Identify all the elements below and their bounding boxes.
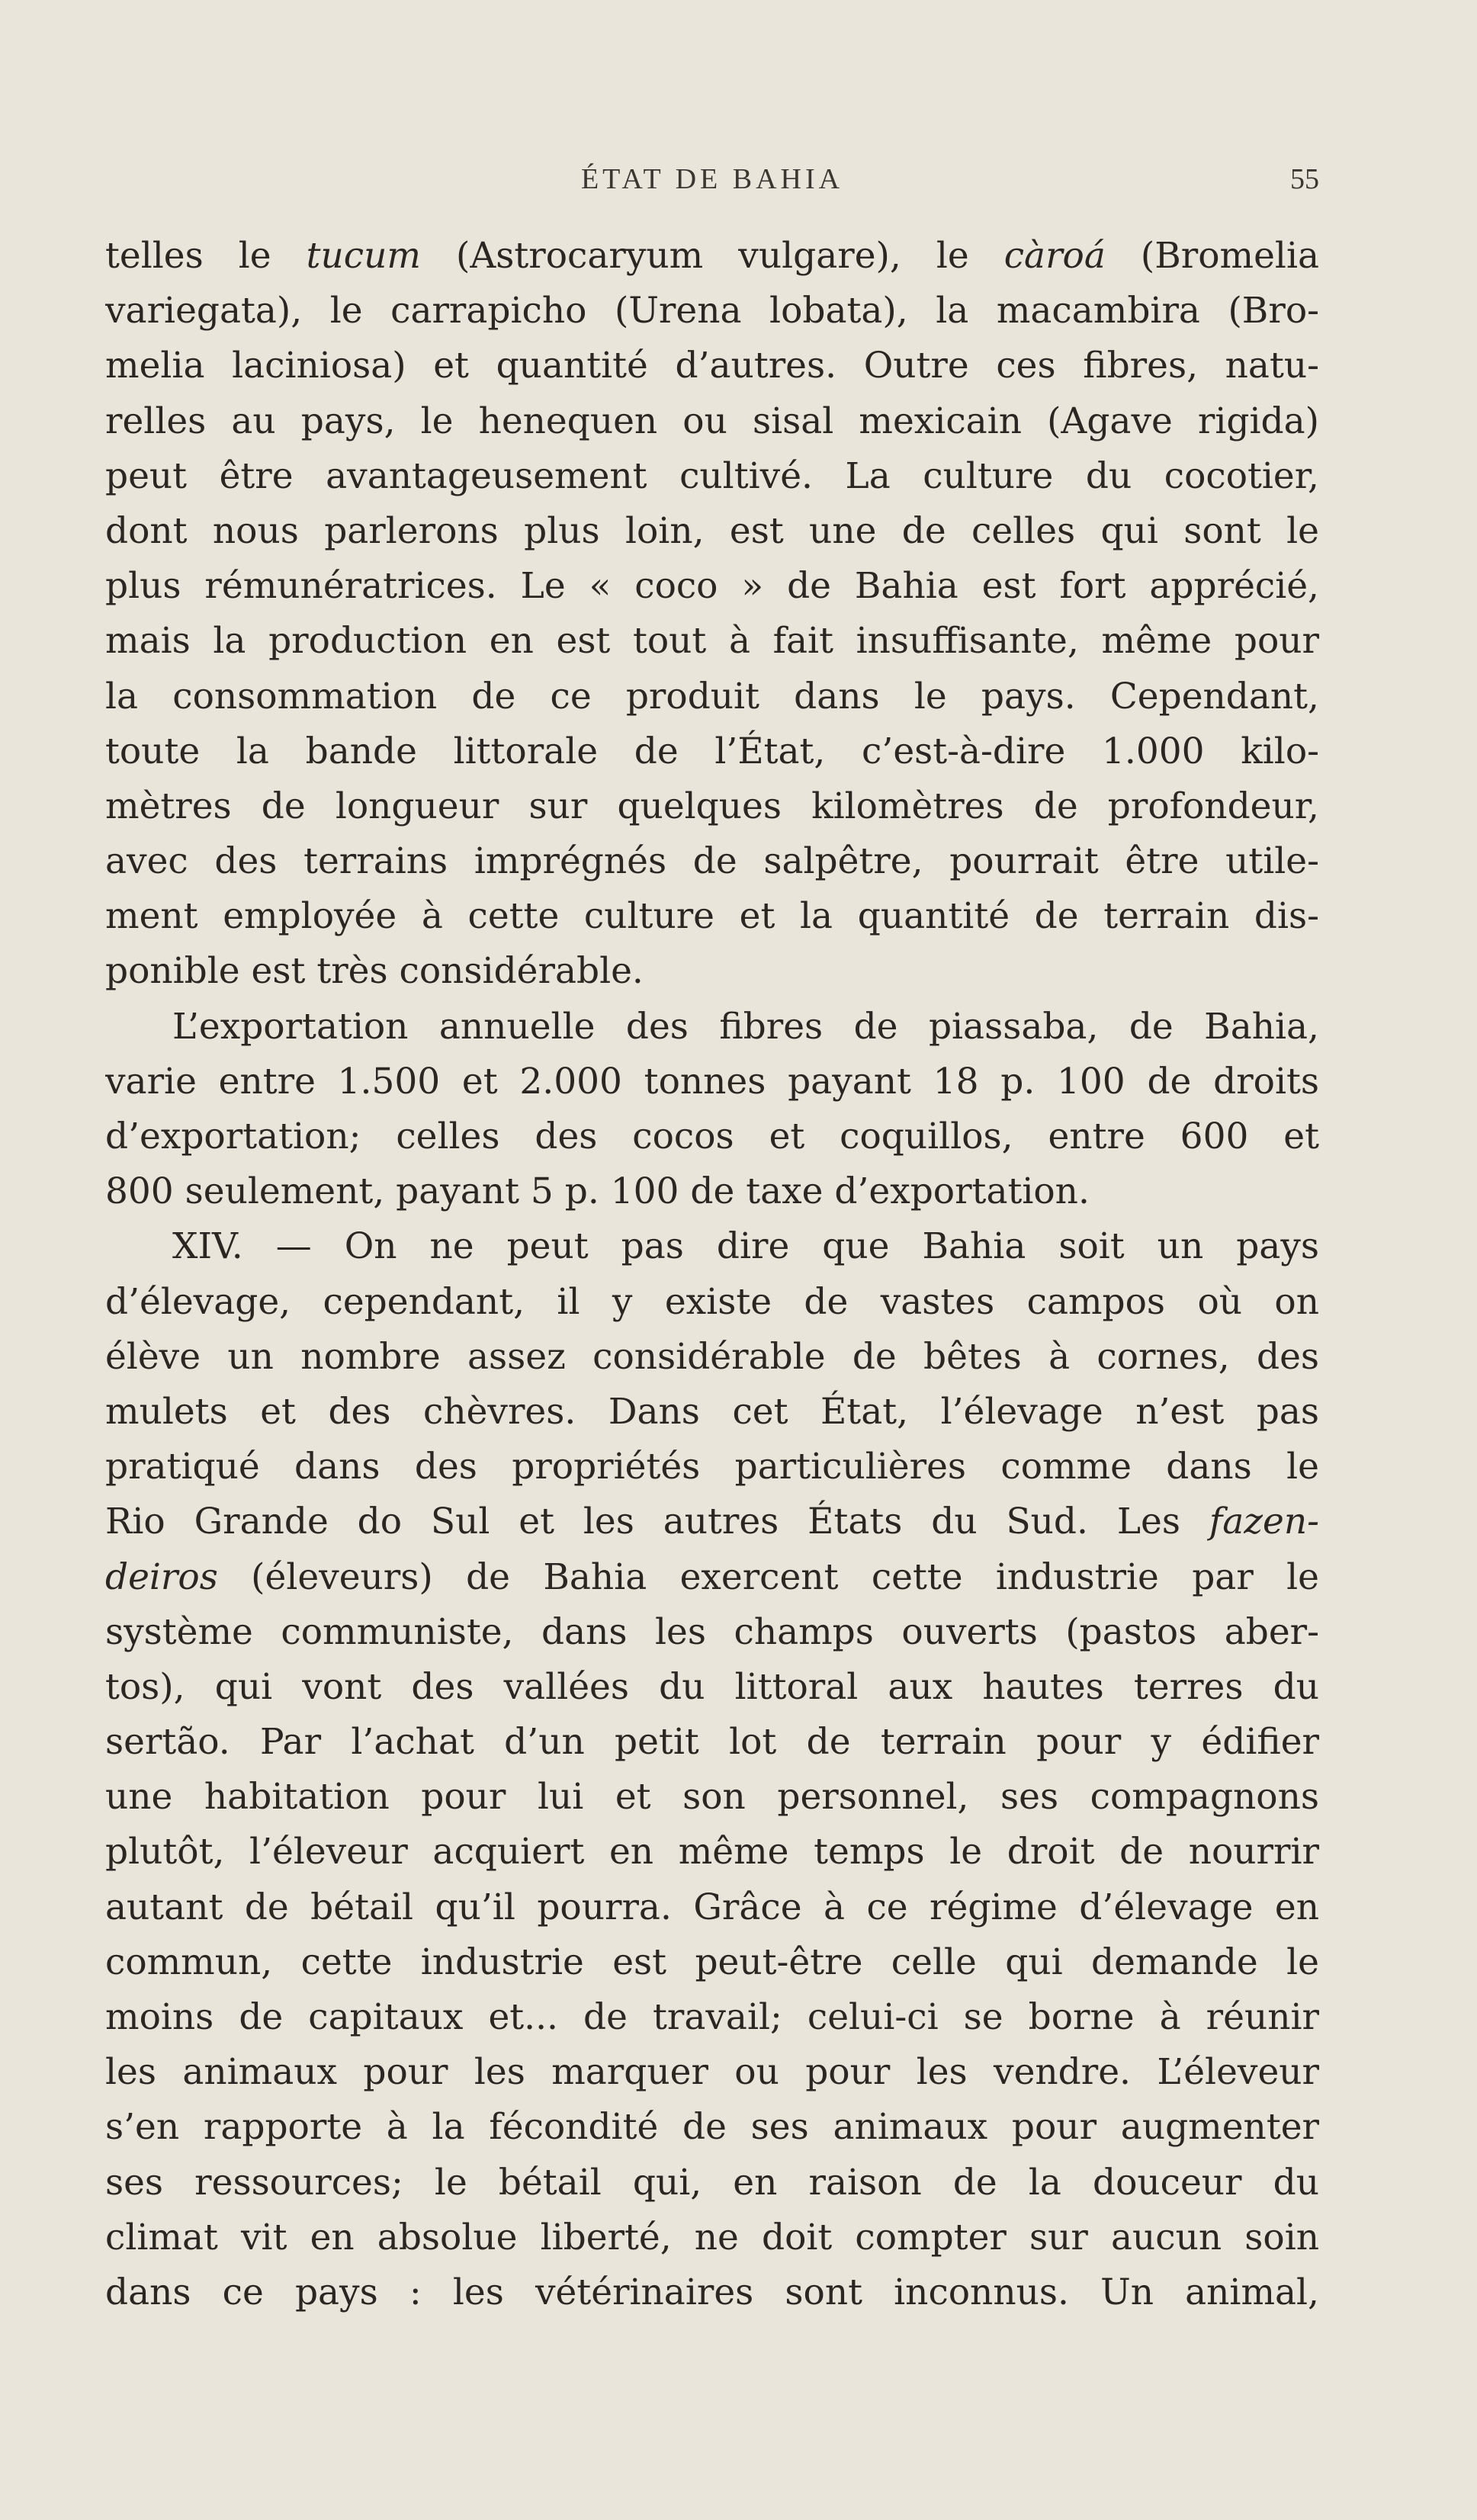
text-line bbox=[105, 504, 1319, 559]
text-run: mètres de longueur sur quelques kilomètres de profondeur, bbox=[105, 785, 1319, 827]
text-line bbox=[105, 1660, 1319, 1715]
text-line bbox=[105, 2265, 1319, 2320]
text-line bbox=[105, 889, 1319, 944]
running-title: ÉTAT DE BAHIA bbox=[580, 163, 844, 195]
text-line bbox=[105, 1055, 1319, 1109]
text-line bbox=[105, 834, 1319, 889]
text-line bbox=[105, 1385, 1319, 1440]
text-run: peut être avantageusement cultivé. La culture du cocotier, bbox=[105, 454, 1319, 497]
text-run: variegata), le carrapicho (Urena lobata), la macambira (Bro- bbox=[105, 290, 1319, 332]
text-run: dans ce pays : les vétérinaires sont inconnus. Un animal, bbox=[105, 2271, 1319, 2313]
text-line bbox=[105, 2045, 1319, 2100]
text-line bbox=[105, 779, 1319, 834]
text-line bbox=[105, 2156, 1319, 2210]
text-line bbox=[105, 2210, 1319, 2265]
text-run: 800 seulement, payant 5 p. 100 de taxe d’exportation. bbox=[105, 1170, 1090, 1213]
text-run: toute la bande littorale de l’État, c’est-à-dire 1.000 kilo- bbox=[105, 730, 1319, 772]
text-line bbox=[105, 669, 1319, 724]
text-line bbox=[105, 1935, 1319, 1990]
text-line bbox=[105, 944, 1319, 999]
text-line bbox=[105, 449, 1319, 504]
text-line bbox=[105, 1825, 1319, 1880]
text-run: avec des terrains imprégnés de salpêtre, pourrait être utile- bbox=[105, 840, 1319, 883]
text-line bbox=[105, 339, 1319, 393]
text-line bbox=[105, 559, 1319, 614]
text-run: les animaux pour les marquer ou pour les vendre. L’éleveur bbox=[105, 2051, 1319, 2094]
text-run: élève un nombre assez considérable de bêtes à cornes, des bbox=[105, 1335, 1319, 1378]
text-line bbox=[105, 284, 1319, 339]
text-line bbox=[105, 229, 1319, 284]
text-run: mulets et des chèvres. Dans cet État, l’élevage n’est pas bbox=[105, 1390, 1319, 1433]
text-run: d’élevage, cependant, il y existe de vastes campos où on bbox=[105, 1280, 1319, 1323]
text-run: sertão. Par l’achat d’un petit lot de terrain pour y édifier bbox=[105, 1721, 1319, 1764]
text-run: ment employée à cette culture et la quantité de terrain dis- bbox=[105, 895, 1319, 938]
text-line bbox=[105, 1000, 1319, 1055]
text-line bbox=[105, 614, 1319, 669]
text-line bbox=[105, 724, 1319, 779]
text-run: Rio Grande do Sul et les autres États du Sud. Les bbox=[105, 1501, 1209, 1543]
text-line bbox=[105, 1330, 1319, 1385]
text-line bbox=[105, 1440, 1319, 1494]
text-run: s’en rapporte à la fécondité de ses animaux pour augmenter bbox=[105, 2106, 1319, 2149]
italic-term: tucum bbox=[306, 235, 421, 277]
text-run: varie entre 1.500 et 2.000 tonnes payant 18 p. 100 de droits bbox=[105, 1060, 1319, 1103]
italic-term: càroá bbox=[1003, 235, 1106, 277]
text-run: relles au pays, le henequen ou sisal mexicain (Agave rigida) bbox=[105, 400, 1319, 442]
text-run: mais la production en est tout à fait insuffisante, même pour bbox=[105, 620, 1319, 663]
text-line bbox=[105, 1770, 1319, 1825]
text-line bbox=[105, 1605, 1319, 1660]
text-run: (Bromelia bbox=[1105, 235, 1319, 277]
text-line bbox=[105, 1275, 1319, 1330]
text-run: moins de capitaux et... de travail; celui-ci se borne à réunir bbox=[105, 1996, 1319, 2038]
text-run: ses ressources; le bétail qui, en raison de la douceur du bbox=[105, 2161, 1319, 2204]
text-run: ponible est très considérable. bbox=[105, 950, 644, 993]
italic-term: fazen- bbox=[1209, 1501, 1319, 1543]
text-run: L’exportation annuelle des fibres de piassaba, de Bahia, bbox=[172, 1005, 1319, 1048]
text-line bbox=[105, 1494, 1319, 1549]
text-line bbox=[105, 1219, 1319, 1274]
text-run: commun, cette industrie est peut-être celle qui demande le bbox=[105, 1941, 1319, 1983]
text-line bbox=[105, 1715, 1319, 1770]
text-run: (Astrocaryum vulgare), le bbox=[420, 235, 1004, 277]
text-run: plus rémunératrices. Le « coco » de Bahia est fort apprécié, bbox=[105, 565, 1319, 608]
text-run: pratiqué dans des propriétés particulières comme dans le bbox=[105, 1446, 1319, 1488]
text-line bbox=[105, 1550, 1319, 1605]
text-line bbox=[105, 1109, 1319, 1164]
text-run: climat vit en absolue liberté, ne doit compter sur aucun soin bbox=[105, 2216, 1319, 2258]
text-run: autant de bétail qu’il pourra. Grâce à ce régime d’élevage en bbox=[105, 1886, 1319, 1928]
italic-term: deiros bbox=[105, 1555, 218, 1598]
text-line bbox=[105, 394, 1319, 449]
text-run: (éleveurs) de Bahia exercent cette industrie par le bbox=[217, 1555, 1319, 1598]
text-line bbox=[105, 1880, 1319, 1935]
text-run: une habitation pour lui et son personnel, ses compagnons bbox=[105, 1776, 1319, 1819]
text-run: plutôt, l’éleveur acquiert en même temps le droit de nourrir bbox=[105, 1831, 1319, 1873]
body-text bbox=[105, 229, 1319, 2320]
text-line bbox=[105, 2100, 1319, 2155]
text-run: melia laciniosa) et quantité d’autres. Outre ces fibres, natu- bbox=[105, 345, 1319, 387]
text-run: dont nous parlerons plus loin, est une de celles qui sont le bbox=[105, 509, 1319, 552]
text-line bbox=[105, 1990, 1319, 2045]
text-run: système communiste, dans les champs ouverts (pastos aber- bbox=[105, 1610, 1319, 1653]
text-run: tos), qui vont des vallées du littoral aux hautes terres du bbox=[105, 1665, 1319, 1708]
text-run: la consommation de ce produit dans le pays. Cependant, bbox=[105, 675, 1319, 717]
running-head bbox=[105, 162, 1319, 208]
page-number: 55 bbox=[1290, 163, 1319, 195]
text-run: telles le bbox=[105, 235, 307, 277]
text-run: d’exportation; celles des cocos et coquillos, entre 600 et bbox=[105, 1116, 1319, 1157]
text-run: XIV. — On ne peut pas dire que Bahia soit un pays bbox=[172, 1225, 1319, 1268]
text-line bbox=[105, 1164, 1319, 1219]
